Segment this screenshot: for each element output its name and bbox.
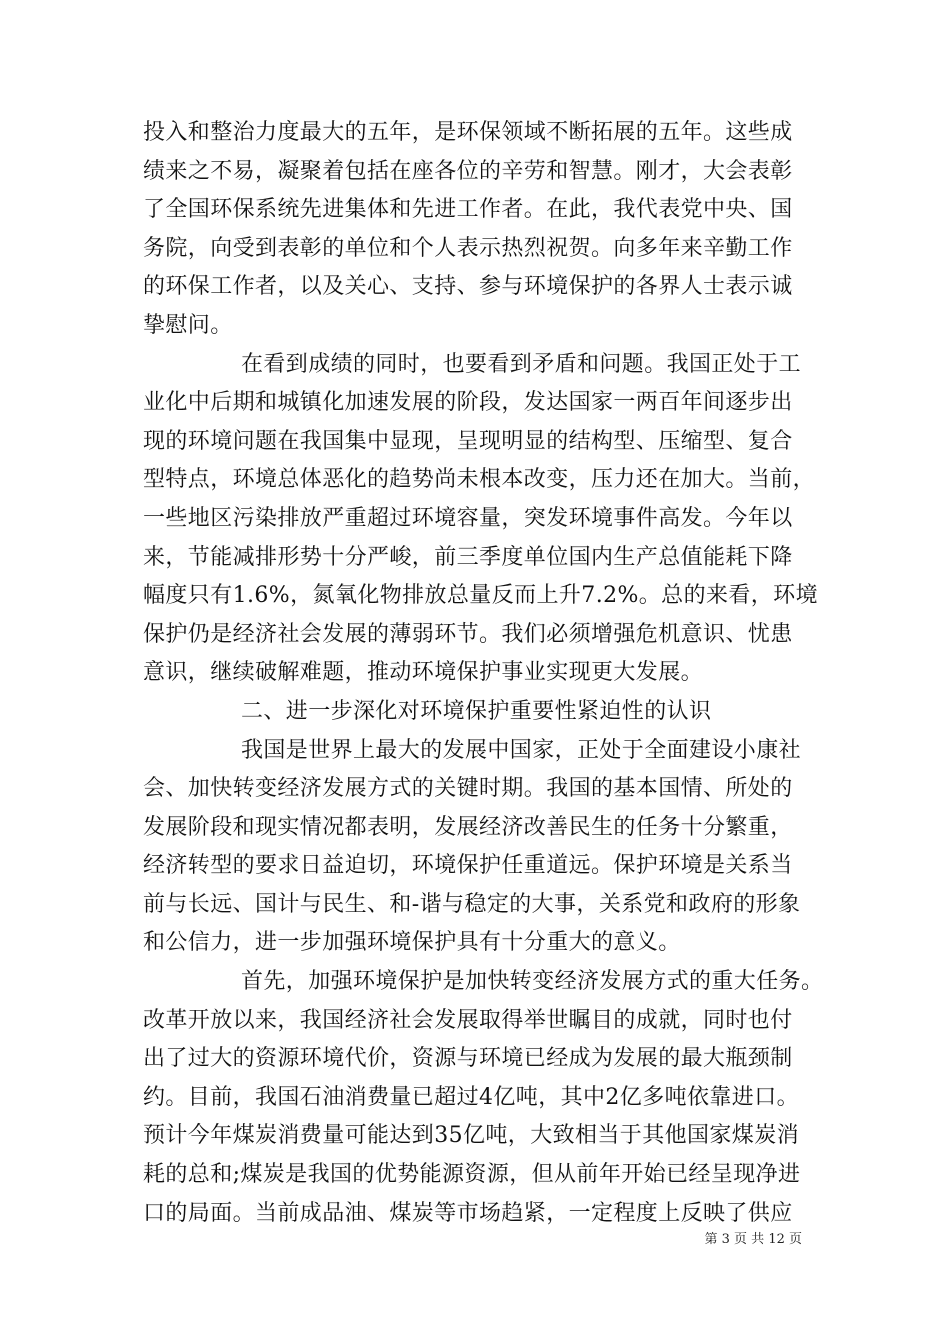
text-line: 业化中后期和城镇化加速发展的阶段，发达国家一两百年间逐步出 — [143, 390, 793, 416]
text-line: 会、加快转变经济发展方式的关键时期。我国的基本国情、所处的 — [143, 776, 793, 802]
text-line: 改革开放以来，我国经济社会发展取得举世瞩目的成就，同时也付 — [143, 1007, 793, 1033]
text-line: 来，节能减排形势十分严峻，前三季度单位国内生产总值能耗下降 — [143, 544, 793, 570]
text-line: 口的局面。当前成品油、煤炭等市场趋紧，一定程度上反映了供应 — [143, 1200, 793, 1226]
paragraph-first-line: 首先，加强环境保护是加快转变经济发展方式的重大任务。 — [241, 969, 824, 995]
text-line: 发展阶段和现实情况都表明，发展经济改善民生的任务十分繁重， — [143, 814, 793, 840]
section-heading: 二、进一步深化对环境保护重要性紧迫性的认识 — [241, 698, 712, 724]
body-text — [143, 114, 823, 1233]
text-line: 一些地区污染排放严重超过环境容量，突发环境事件高发。今年以 — [143, 505, 793, 531]
text-line: 保护仍是经济社会发展的薄弱环节。我们必须增强危机意识、忧患 — [143, 621, 793, 647]
text-line: 约。目前，我国石油消费量已超过4亿吨，其中2亿多吨依靠进口。 — [143, 1084, 799, 1110]
text-line: 投入和整治力度最大的五年，是环保领域不断拓展的五年。这些成 — [143, 120, 793, 145]
text-line: 现的环境问题在我国集中显现，呈现明显的结构型、压缩型、复合 — [143, 428, 793, 454]
text-line: 型特点，环境总体恶化的趋势尚未根本改变，压力还在加大。当前， — [143, 467, 816, 493]
text-line: 前与长远、国计与民生、和-谐与稳定的大事，关系党和政府的形象 — [143, 891, 801, 917]
paragraph-first-line: 我国是世界上最大的发展中国家，正处于全面建设小康社 — [241, 737, 802, 763]
text-line: 挚慰问。 — [143, 312, 233, 338]
text-line: 耗的总和;煤炭是我国的优势能源资源，但从前年开始已经呈现净进 — [143, 1162, 801, 1188]
page-number-footer: 第 3 页 共 12 页 — [704, 1232, 802, 1247]
paragraph-first-line: 在看到成绩的同时，也要看到矛盾和问题。我国正处于工 — [241, 351, 802, 377]
text-line: 意识，继续破解难题，推动环境保护事业实现更大发展。 — [143, 660, 704, 686]
text-line: 了全国环保系统先进集体和先进工作者。在此，我代表党中央、国 — [143, 197, 793, 223]
text-line: 的环保工作者，以及关心、支持、参与环境保护的各界人士表示诚 — [143, 274, 793, 300]
text-line: 出了过大的资源环境代价，资源与环境已经成为发展的最大瓶颈制 — [143, 1046, 793, 1072]
text-line: 和公信力，进一步加强环境保护具有十分重大的意义。 — [143, 930, 681, 956]
text-line: 务院，向受到表彰的单位和个人表示热烈祝贺。向多年来辛勤工作 — [143, 235, 793, 261]
text-line: 绩来之不易，凝聚着包括在座各位的辛劳和智慧。刚才，大会表彰 — [143, 158, 793, 184]
text-line: 幅度只有1.6%，氮氧化物排放总量反而上升7.2%。总的来看，环境 — [143, 583, 818, 609]
text-line: 预计今年煤炭消费量可能达到35亿吨，大致相当于其他国家煤炭消 — [143, 1123, 799, 1149]
text-line: 经济转型的要求日益迫切，环境保护任重道远。保护环境是关系当 — [143, 853, 793, 879]
